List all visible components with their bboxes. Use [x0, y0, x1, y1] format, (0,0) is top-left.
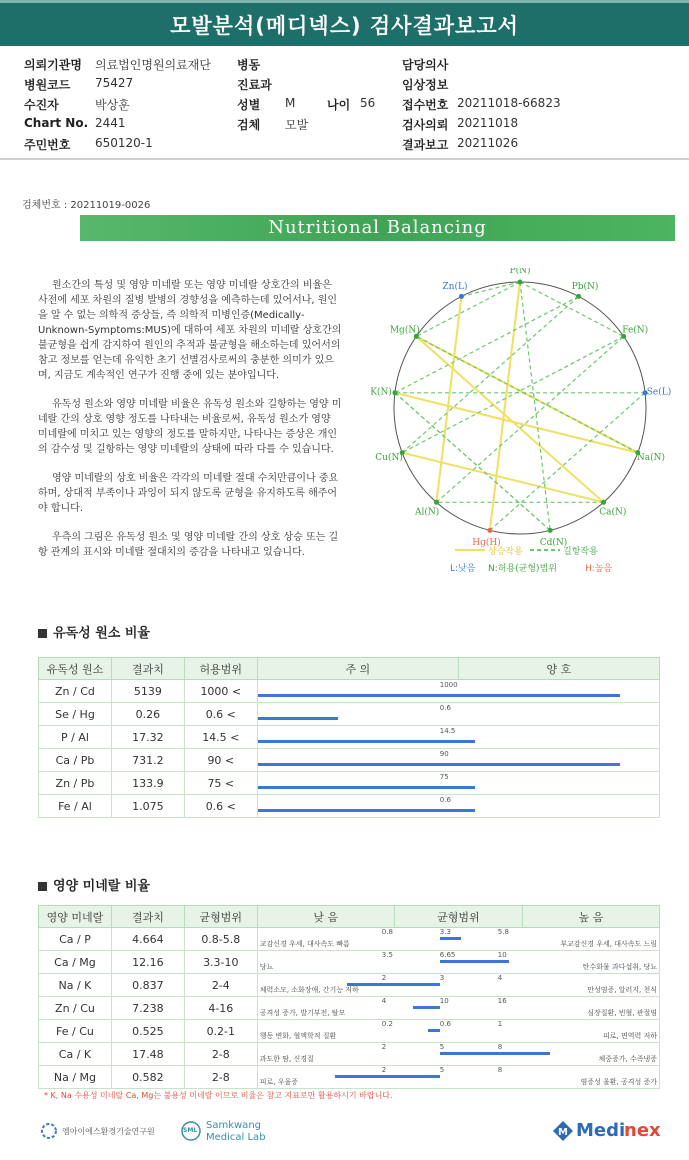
sml-abbrev: SML	[183, 1127, 198, 1134]
ref-value: 90	[439, 750, 449, 758]
wheel-node-label: K(N)	[370, 387, 392, 398]
high-description: 피로, 면역력 저하	[602, 1032, 657, 1040]
col-header: 결과치	[111, 906, 184, 928]
ratio-bar-cell	[257, 951, 659, 974]
paragraph: 영양 미네랄의 상호 비율은 각각의 미네랄 절대 수치만큼이나 중요하며, 상대적 부족이나 과잉이 되지 않도록 균형을 유지하도록 해주어야 합니다.	[38, 473, 339, 514]
info-value: 20211018	[457, 116, 519, 130]
ratio-bar-cell	[257, 749, 659, 772]
table-row	[39, 680, 660, 703]
table-row	[39, 1043, 660, 1066]
ratio-bar-cell	[257, 1043, 659, 1066]
info-label: 담당의사	[402, 58, 449, 72]
high-description: 체중증가, 수족냉증	[598, 1055, 657, 1063]
wheel-node-dot	[518, 280, 523, 285]
ratio-bar-cell	[257, 928, 659, 951]
range-high: 10	[497, 951, 507, 959]
wheel-node-label: Cd(N)	[539, 537, 568, 548]
col-header: 높 음	[522, 906, 659, 928]
ratio-name: P / Al	[39, 726, 112, 749]
info-label: 진료과	[237, 78, 272, 92]
col-header: 주 의	[257, 658, 458, 680]
result-value: 0.837	[111, 974, 184, 997]
ratio-name: Zn / Pb	[39, 772, 112, 795]
section-banner: Nutritional Balancing	[80, 215, 675, 241]
col-header: 허용범위	[184, 658, 257, 680]
wheel-node-dot	[392, 390, 397, 395]
info-label: 의뢰기관명	[24, 58, 82, 72]
wheel-node-label: Al(N)	[415, 507, 440, 518]
ratio-bar	[440, 1052, 550, 1055]
table-row	[39, 703, 660, 726]
table-header-row	[39, 658, 660, 680]
balance-range: 2-8	[184, 1066, 257, 1089]
ratio-bar	[258, 717, 338, 720]
range-high: 8	[497, 1066, 503, 1074]
info-value: 의료법인명원의료재단	[95, 58, 211, 72]
ratio-bar	[258, 809, 475, 812]
allowed-range: 0.6 <	[184, 703, 257, 726]
medinex-logo-icon	[552, 1120, 574, 1142]
ratio-name: Zn / Cu	[39, 997, 112, 1020]
synergy-line	[395, 393, 638, 453]
range-low: 2	[381, 1066, 387, 1074]
specimen-number: 검체번호 : 20211019-0026	[22, 200, 151, 211]
info-label: 병동	[237, 58, 261, 72]
info-value: M	[285, 96, 296, 110]
wheel-circle	[394, 282, 649, 534]
mineral-wheel	[370, 268, 675, 588]
ratio-name: Fe / Cu	[39, 1020, 112, 1043]
footer	[0, 1112, 689, 1152]
col-header: 양 호	[458, 658, 659, 680]
wheel-node-label: Ca(N)	[599, 507, 627, 518]
table-row	[39, 1066, 660, 1089]
ratio-name: Ca / Mg	[39, 951, 112, 974]
allowed-range: 0.6 <	[184, 795, 257, 818]
table-row	[39, 726, 660, 749]
ratio-bar-cell	[257, 680, 659, 703]
info-value: 20211018-66823	[457, 96, 561, 110]
range-low: 3.5	[381, 951, 393, 959]
info-label: 검사의뢰	[402, 118, 449, 132]
table-row	[39, 749, 660, 772]
col-header: 낮 음	[257, 906, 394, 928]
ref-value: 0.6	[439, 796, 451, 804]
footnote: * K, Na 수용성 미네랄 Ca, Mg는 불용성 미네랄 이므로 비율은 참고 지표로만 활용하시기 바랍니다.	[44, 1091, 393, 1100]
balance-range: 4-16	[184, 997, 257, 1020]
wheel-node-label: Zn(L)	[442, 281, 468, 292]
wheel-node-label: Fe(N)	[622, 325, 649, 336]
ratio-bar-cell	[257, 703, 659, 726]
ratio-name: Zn / Cd	[39, 680, 112, 703]
ratio-bar	[258, 694, 620, 697]
info-value: 모발	[285, 118, 309, 132]
info-value: 20211026	[457, 136, 519, 150]
result-value: 0.525	[111, 1020, 184, 1043]
explanation-text	[38, 278, 343, 574]
toxic-title-text: 유독성 원소 비율	[53, 626, 150, 641]
info-label: 나이	[327, 98, 351, 112]
wheel-node-dot	[576, 294, 581, 299]
info-label: 성별	[237, 98, 261, 112]
info-label: 병원코드	[24, 78, 71, 92]
ratio-bar	[258, 740, 475, 743]
low-description: 피로, 우울증	[259, 1078, 299, 1086]
ratio-name: Ca / P	[39, 928, 112, 951]
result-value: 133.9	[111, 772, 184, 795]
range-high: 5.8	[497, 928, 509, 936]
result-value: 0.26	[111, 703, 184, 726]
wheel-node-label: Na(N)	[636, 452, 665, 463]
ratio-bar	[440, 960, 510, 963]
table-row	[39, 772, 660, 795]
ratio-bar	[347, 983, 440, 986]
synergy-legend: 상승작용	[488, 547, 523, 557]
ref-value: 1000	[439, 681, 458, 689]
ratio-bar-cell	[257, 726, 659, 749]
wheel-node-label: Se(L)	[646, 387, 672, 398]
col-header: 결과치	[111, 658, 184, 680]
allowed-range: 14.5 <	[184, 726, 257, 749]
table-row	[39, 795, 660, 818]
normal-legend: N:허용(균형)범위	[488, 564, 557, 574]
range-high: 16	[497, 997, 507, 1005]
range-high: 1	[497, 1020, 503, 1028]
table-row	[39, 974, 660, 997]
range-mid: 3.3	[439, 928, 451, 936]
ratio-bar-cell	[257, 1066, 659, 1089]
ref-value: 14.5	[439, 727, 456, 735]
result-value: 731.2	[111, 749, 184, 772]
wheel-node-label: Cu(N)	[375, 452, 403, 463]
high-description: 심장질환, 빈혈, 관절염	[587, 1009, 657, 1017]
result-value: 7.238	[111, 997, 184, 1020]
ratio-bar	[440, 937, 461, 940]
patient-info	[0, 52, 689, 152]
result-value: 17.32	[111, 726, 184, 749]
wheel-node-dot	[434, 500, 439, 505]
svg-text:M: M	[558, 1127, 568, 1138]
wheel-node-label: Pb(N)	[571, 281, 599, 292]
lab-subname: Medical Lab	[206, 1132, 266, 1143]
ratio-name: Ca / K	[39, 1043, 112, 1066]
toxic-section-title	[38, 622, 150, 641]
range-low: 0.8	[381, 928, 393, 936]
high-description: 염증성 울환, 공격성 증가	[580, 1078, 657, 1086]
antagonism-line	[461, 282, 520, 296]
info-value: 2441	[95, 116, 126, 130]
paragraph: 우측의 그림은 유독성 원소 및 영양 미네랄 간의 상호 상승 또는 길항 관계의 표시와 미네랄 절대치의 증감을 나타내고 있습니다.	[38, 532, 339, 558]
high-description: 탄수화물 과다섭취, 당뇨	[582, 963, 657, 971]
ratio-bar-cell	[257, 974, 659, 997]
balance-range: 3.3-10	[184, 951, 257, 974]
low-description: 교감신경 우세, 대사속도 빠름	[259, 940, 350, 948]
range-low: 2	[381, 974, 387, 982]
info-value: 박상훈	[95, 98, 130, 112]
result-value: 1.075	[111, 795, 184, 818]
ref-value: 75	[439, 773, 449, 781]
toxic-table	[38, 657, 660, 818]
balance-range: 0.2-1	[184, 1020, 257, 1043]
ratio-bar	[428, 1029, 440, 1032]
table-row	[39, 928, 660, 951]
ratio-bar	[258, 763, 620, 766]
ratio-bar-cell	[257, 772, 659, 795]
allowed-range: 90 <	[184, 749, 257, 772]
low-description: 과도한 땀, 신경질	[259, 1055, 314, 1063]
brand-medi: Medi	[576, 1120, 626, 1141]
mineral-wheel-diagram	[370, 268, 675, 588]
ratio-name: Fe / Al	[39, 795, 112, 818]
ratio-name: Na / K	[39, 974, 112, 997]
ratio-bar	[335, 1075, 439, 1078]
low-legend: L:낮음	[450, 564, 476, 574]
low-description: 행동 변화, 혈액학적 질환	[259, 1032, 337, 1040]
paragraph: 유독성 원소와 영양 미네랄 비율은 유독성 원소와 길항하는 영양 미네랄 간의 상호 영향 정도를 나타내는 비율로써, 유독성 원소가 영양 미네랄에 미치고 있는 영향의 정도를 말하지만, 나타나는 증상은 개인의 감수성 및 길항하는 영양 미네랄의 상태에 따라 다를 수 있습니다.	[38, 399, 342, 455]
range-low: 0.2	[381, 1020, 393, 1028]
wheel-node-dot	[548, 528, 553, 533]
ratio-bar-cell	[257, 795, 659, 818]
report-header	[0, 0, 689, 46]
result-value: 4.664	[111, 928, 184, 951]
nutrient-section-title	[38, 875, 150, 894]
low-description: 공격성 증가, 발기부전, 탈모	[259, 1009, 346, 1017]
high-legend: H:높음	[585, 564, 613, 574]
info-label: 주민번호	[24, 138, 71, 152]
range-mid: 3	[439, 974, 445, 982]
result-value: 0.582	[111, 1066, 184, 1089]
ratio-bar	[258, 786, 475, 789]
range-low: 2	[381, 1043, 387, 1051]
table-header-row	[39, 906, 660, 928]
balance-range: 0.8-5.8	[184, 928, 257, 951]
ref-value: 0.6	[439, 704, 451, 712]
info-value: 75427	[95, 76, 134, 90]
institute-name: 엠아이에스환경기술연구원	[62, 1127, 155, 1136]
range-high: 4	[497, 974, 503, 982]
ratio-bar	[413, 1006, 440, 1009]
table-row	[39, 1020, 660, 1043]
info-label: 수진자	[24, 98, 59, 112]
institute-logo-icon	[40, 1122, 58, 1140]
table-row	[39, 951, 660, 974]
allowed-range: 1000 <	[184, 680, 257, 703]
info-label: Chart No.	[24, 116, 89, 130]
low-description: 체력소모, 소화장애, 간기능 저하	[259, 986, 359, 994]
nutrient-table	[38, 905, 660, 1089]
range-high: 8	[497, 1043, 503, 1051]
wheel-node-label: Mg(N)	[389, 325, 420, 336]
col-header: 균형범위	[184, 906, 257, 928]
wheel-node-dot	[601, 500, 606, 505]
wheel-node-dot	[487, 528, 492, 533]
square-bullet-icon	[38, 882, 47, 891]
ratio-name: Na / Mg	[39, 1066, 112, 1089]
balance-range: 2-4	[184, 974, 257, 997]
report-title: 모발분석(메디넥스) 검사결과보고서	[170, 14, 519, 38]
range-low: 4	[381, 997, 387, 1005]
high-description: 부교감신경 우세, 대사속도 느림	[560, 940, 657, 948]
paragraph: 원소간의 특성 및 영양 미네랄 또는 영양 미네랄 상호간의 비율은 사전에 세포 차원의 질병 발병의 경향성을 예측하는데 있어서나, 원인을 알 수 없는 의학적 증상들, 즉 의학적 미병인증(Medically-Unknown-Symptoms:MUS)에 대하여 세포 차원의 미네랄 상호간의 불균형을 쉽게 감지하여 원인의 추적과 불균형을 해소하는데 있어서의 참고 정보를 얻는데 유익한 초기 선별검사로써의 충분한 의미가 있으며, 지금도 계속적인 연구가 진행 중에 있는 분야입니다.	[38, 280, 342, 381]
info-label: 임상정보	[402, 78, 449, 92]
info-value: 56	[360, 96, 376, 110]
col-header: 유독성 원소	[39, 658, 112, 680]
info-label: 접수번호	[402, 98, 449, 112]
synergy-line	[402, 453, 603, 503]
wheel-node-label: Hg(H)	[472, 537, 501, 548]
info-label: 결과보고	[402, 138, 449, 152]
wheel-node-label: P(N)	[509, 268, 531, 276]
result-value: 5139	[111, 680, 184, 703]
ratio-bar-cell	[257, 997, 659, 1020]
brand-nex: nex	[624, 1120, 661, 1141]
allowed-range: 75 <	[184, 772, 257, 795]
high-description: 만성염증, 알러지, 천식	[587, 986, 657, 994]
antagonism-legend: 길항작용	[563, 547, 598, 557]
range-mid: 5	[439, 1066, 445, 1074]
range-mid: 5	[439, 1043, 445, 1051]
wheel-node-dot	[459, 294, 464, 299]
nutrient-title-text: 영양 미네랄 비율	[53, 879, 150, 894]
header-divider	[0, 158, 689, 160]
info-label: 검체	[237, 118, 261, 132]
range-mid: 0.6	[439, 1020, 451, 1028]
col-header: 영양 미네랄	[39, 906, 112, 928]
antagonism-line	[416, 282, 520, 336]
range-mid: 10	[439, 997, 449, 1005]
range-mid: 6.65	[439, 951, 456, 959]
ratio-name: Se / Hg	[39, 703, 112, 726]
result-value: 12.16	[111, 951, 184, 974]
result-value: 17.48	[111, 1043, 184, 1066]
info-value: 650120-1	[95, 136, 153, 150]
synergy-line	[436, 296, 461, 502]
ratio-bar-cell	[257, 1020, 659, 1043]
ratio-name: Ca / Pb	[39, 749, 112, 772]
table-row	[39, 997, 660, 1020]
square-bullet-icon	[38, 629, 47, 638]
lab-name: Samkwang	[206, 1120, 261, 1131]
col-header: 균형범위	[394, 906, 522, 928]
low-description: 당뇨	[259, 963, 274, 971]
balance-range: 2-8	[184, 1043, 257, 1066]
